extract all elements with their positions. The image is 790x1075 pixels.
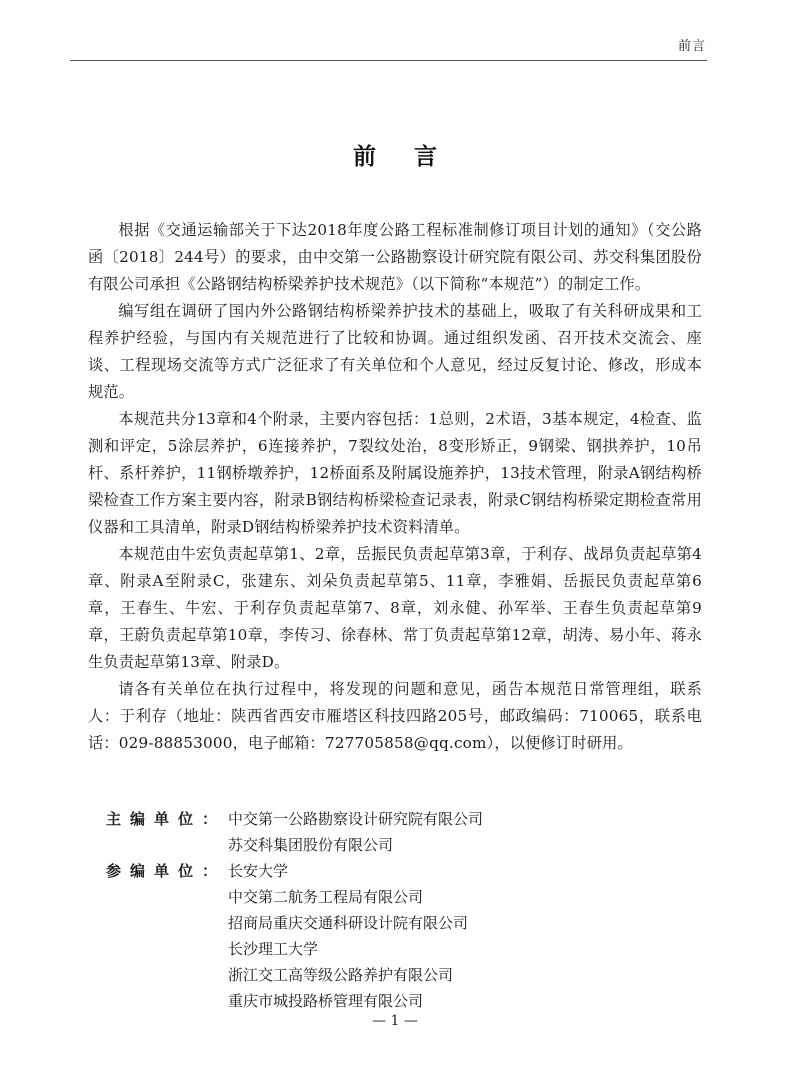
editing-units — [106, 806, 483, 1014]
unit-name: 招商局重庆交通科研设计院有限公司 — [228, 914, 469, 932]
paragraph: 根据《交通运输部关于下达2018年度公路工程标准制修订项目计划的通知》（交公路函〔2018〕244号）的要求，由中交第一公路勘察设计研究院有限公司、苏交科集团股份有限公司承担《公路钢结构桥梁养护技术规范》（以下简称“本规范”）的制定工作。 — [88, 221, 702, 293]
unit-name: 浙江交工高等级公路养护有限公司 — [228, 966, 454, 984]
paragraph: 请各有关单位在执行过程中，将发现的问题和意见，函告本规范日常管理组，联系人：于利存（地址：陕西省西安市雁塔区科技四路205号，邮政编码：710065，联系电话：029-88853000，电子邮箱：727705858@qq.com），以便修订时研用。 — [88, 680, 702, 752]
unit-name: 苏交科集团股份有限公司 — [228, 836, 394, 854]
chief-editing-label: 主编单位： — [106, 810, 227, 828]
unit-name: 重庆市城投路桥管理有限公司 — [228, 992, 424, 1010]
participating-label: 参编单位： — [106, 862, 227, 880]
chief-editing-list — [228, 806, 483, 858]
running-header: 前言 — [677, 39, 706, 54]
participating-units — [106, 858, 483, 1014]
preface-body — [88, 217, 702, 757]
unit-name: 长安大学 — [228, 862, 289, 880]
paragraph: 编写组在调研了国内外公路钢结构桥梁养护技术的基础上，吸取了有关科研成果和工程养护经验，与国内有关规范进行了比较和协调。通过组织发函、召开技术交流会、座谈、工程现场交流等方式广泛征求了有关单位和个人意见，经过反复讨论、修改，形成本规范。 — [88, 302, 702, 401]
paragraph: 本规范由牛宏负责起草第1、2章，岳振民负责起草第3章，于利存、战昂负责起草第4章、附录A至附录C，张建东、刘朵负责起草第5、11章，李雅娟、岳振民负责起草第6章，王春生、牛宏、于利存负责起草第7、8章，刘永健、孙军举、王春生负责起草第9章，王蔚负责起草第10章，李传习、徐春林、常丁负责起草第12章，胡涛、易小年、蒋永生负责起草第13章、附录D。 — [88, 545, 702, 671]
participating-list — [228, 858, 468, 1014]
unit-name: 长沙理工大学 — [228, 940, 319, 958]
unit-name: 中交第二航务工程局有限公司 — [228, 888, 424, 906]
page-title: 前言 — [353, 144, 475, 170]
unit-name: 中交第一公路勘察设计研究院有限公司 — [228, 810, 484, 828]
paragraph: 本规范共分13章和4个附录，主要内容包括：1总则，2术语，3基本规定，4检查、监测和评定，5涂层养护，6连接养护，7裂纹处治，8变形矫正，9钢梁、钢拱养护，10吊杆、系杆养护，11钢桥墩养护，12桥面系及附属设施养护，13技术管理，附录A钢结构桥梁检查工作方案主要内容，附录B钢结构桥梁检查记录表，附录C钢结构桥梁定期检查常用仪器和工具清单，附录D钢结构桥梁养护技术资料清单。 — [88, 410, 702, 536]
chief-editing-units — [106, 806, 483, 858]
header-rule — [70, 60, 707, 61]
page-number: — 1 — — [372, 1013, 418, 1029]
